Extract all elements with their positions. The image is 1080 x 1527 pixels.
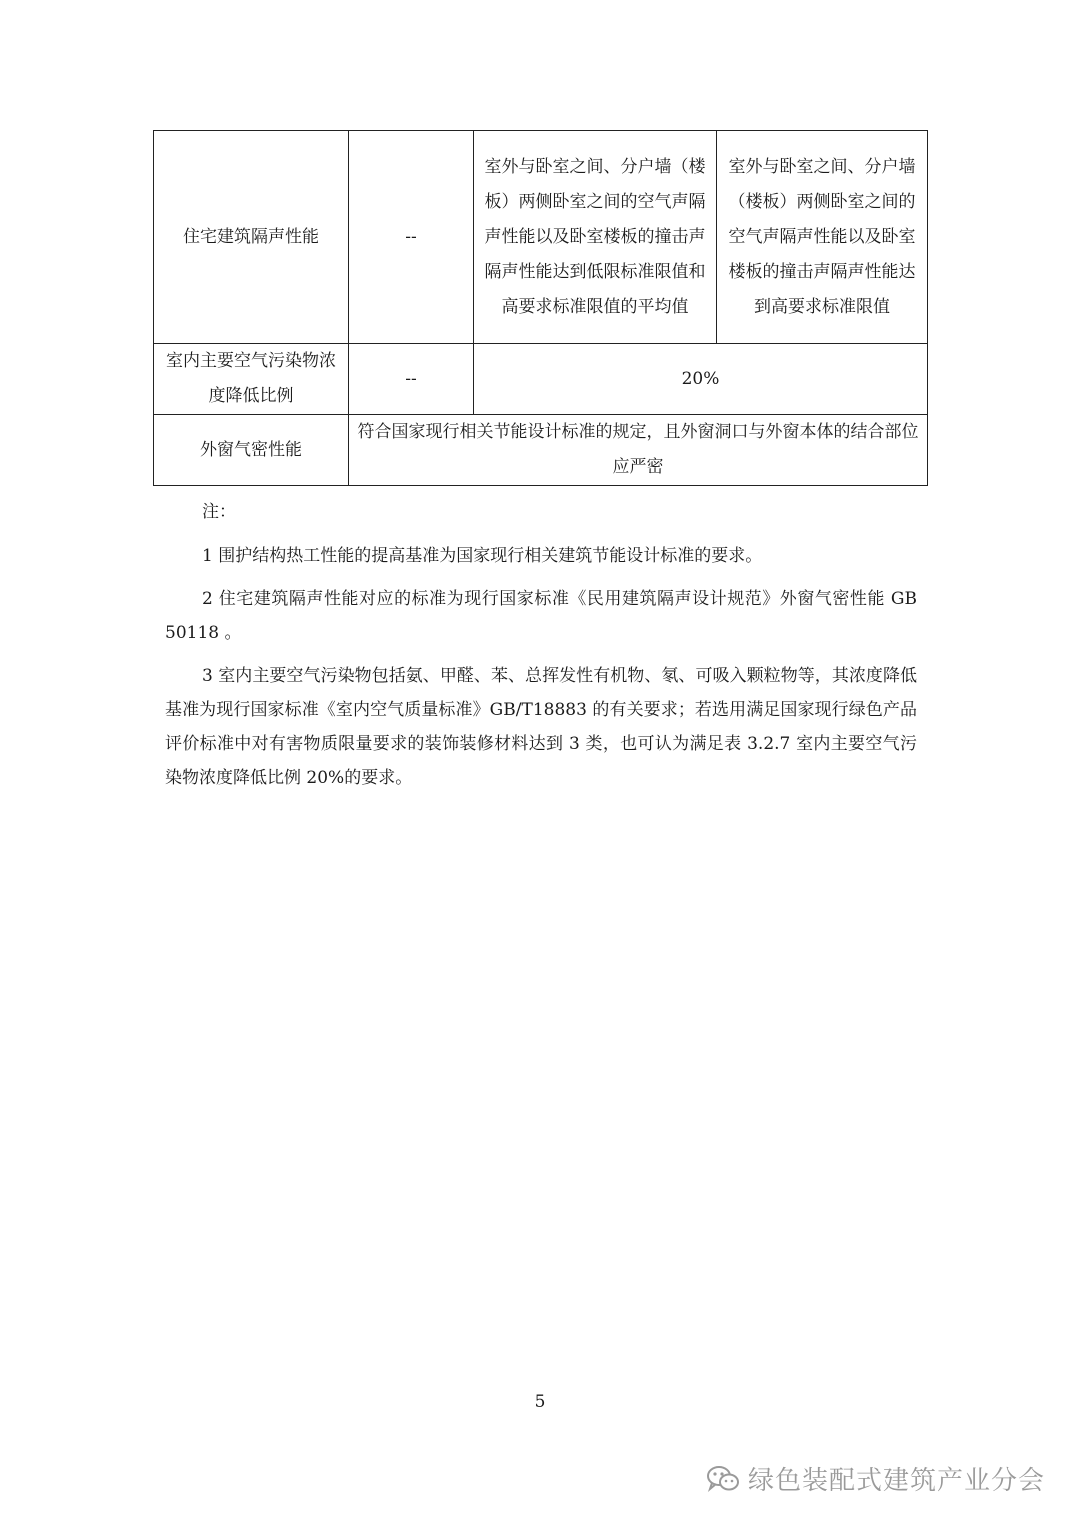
cell-basic-value: -- <box>349 131 474 344</box>
notes-section <box>165 495 917 804</box>
cell-merged-value: 符合国家现行相关节能设计标准的规定，且外窗洞口与外窗本体的结合部位应严密 <box>349 415 928 486</box>
cell-level-3-value: 室外与卧室之间、分户墙（楼板）两侧卧室之间的空气声隔声性能以及卧室楼板的撞击声隔声性能达到高要求标准限值 <box>717 131 928 344</box>
row-label-window-airtightness: 外窗气密性能 <box>154 415 349 486</box>
table-row <box>154 415 928 486</box>
table-row <box>154 344 928 415</box>
row-label-sound-insulation: 住宅建筑隔声性能 <box>154 131 349 344</box>
watermark-text: 绿色装配式建筑产业分会 <box>748 1466 1046 1496</box>
note-item: 3 室内主要空气污染物包括氨、甲醛、苯、总挥发性有机物、氡、可吸入颗粒物等，其浓度降低基准为现行国家标准《室内空气质量标准》GB/T18883 的有关要求；若选用满足国家现行绿色产品评价标准中对有害物质限量要求的装饰装修材料达到 3 类，也可认为满足表 3.2.7 室内主要空气污染物浓度降低比例 20%的要求。 <box>165 666 917 788</box>
note-item: 2 住宅建筑隔声性能对应的标准为现行国家标准《民用建筑隔声设计规范》外窗气密性能 GB 50118 。 <box>165 589 917 643</box>
table-row <box>154 131 928 344</box>
cell-basic-value: -- <box>349 344 474 415</box>
cell-merged-value: 20% <box>474 344 928 415</box>
note-item: 1 围护结构热工性能的提高基准为国家现行相关建筑节能设计标准的要求。 <box>202 546 763 566</box>
page-number: 5 <box>534 1392 546 1412</box>
watermark <box>706 1460 1045 1497</box>
notes-label: 注： <box>202 502 236 522</box>
row-label-air-pollutant: 室内主要空气污染物浓度降低比例 <box>154 344 349 415</box>
wechat-icon <box>706 1464 740 1494</box>
cell-level-2-value: 室外与卧室之间、分户墙（楼板）两侧卧室之间的空气声隔声性能以及卧室楼板的撞击声隔声性能达到低限标准限值和高要求标准限值的平均值 <box>474 131 717 344</box>
performance-table <box>153 130 928 486</box>
